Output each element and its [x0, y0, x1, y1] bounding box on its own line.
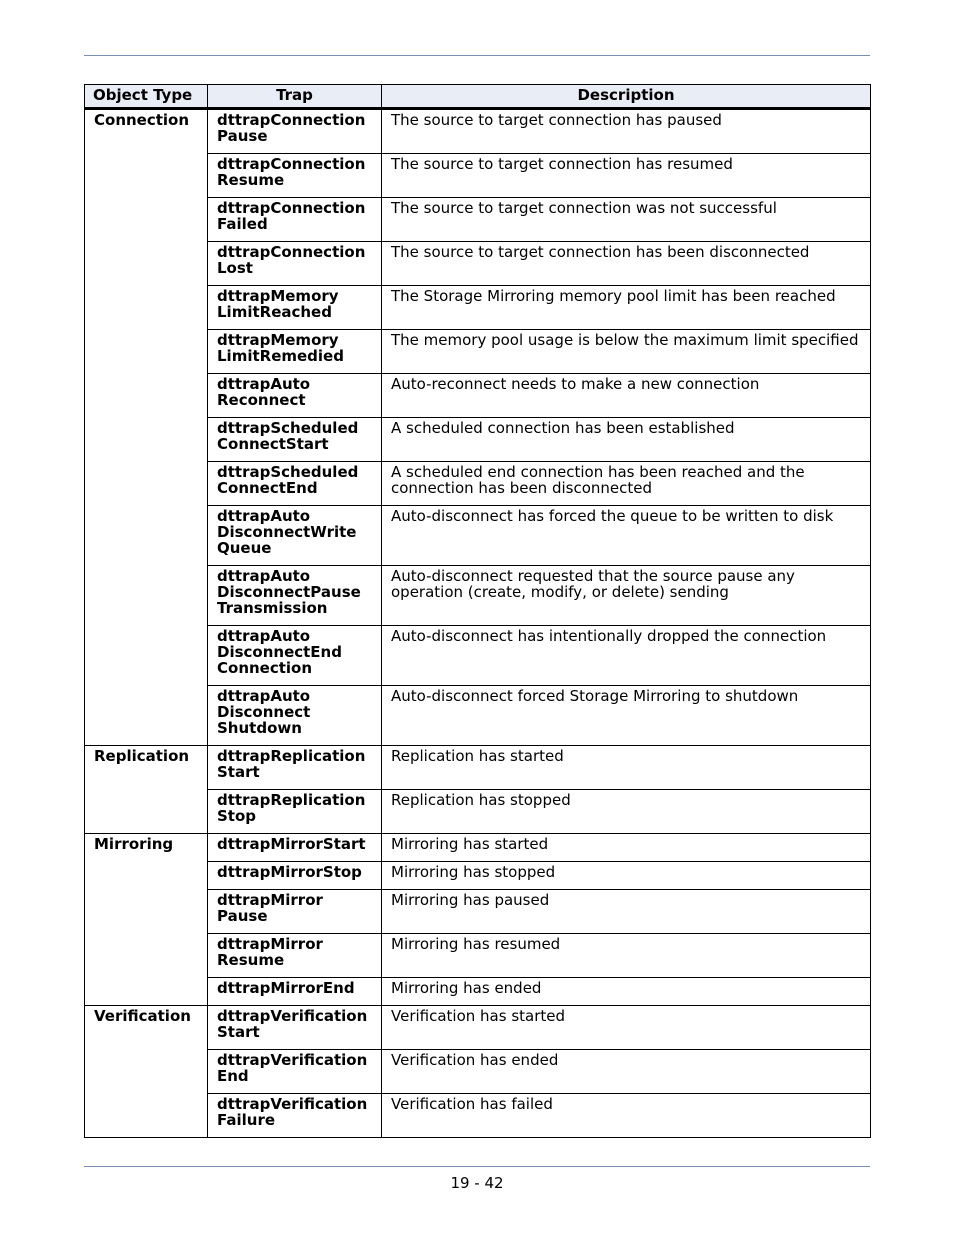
- trap-name-cell: dttrapVerification Failure: [208, 1094, 382, 1138]
- trap-name-cell: dttrapConnection Failed: [208, 198, 382, 242]
- page-number: 19 - 42: [450, 1174, 504, 1192]
- trap-description-cell: The source to target connection was not successful: [382, 198, 871, 242]
- trap-name-cell: dttrapMemory LimitReached: [208, 286, 382, 330]
- trap-description-cell: Mirroring has started: [382, 834, 871, 862]
- trap-name-cell: dttrapAuto DisconnectPause Transmission: [208, 566, 382, 626]
- trap-description-cell: Auto-disconnect forced Storage Mirroring to shutdown: [382, 686, 871, 746]
- trap-name-cell: dttrapVerification End: [208, 1050, 382, 1094]
- trap-description-cell: The memory pool usage is below the maximum limit specified: [382, 330, 871, 374]
- trap-description-cell: A scheduled connection has been established: [382, 418, 871, 462]
- trap-name-cell: dttrapConnection Pause: [208, 109, 382, 154]
- trap-name-cell: dttrapAuto Disconnect Shutdown: [208, 686, 382, 746]
- table-row: [85, 834, 871, 862]
- trap-description-cell: Verification has started: [382, 1006, 871, 1050]
- trap-description-cell: Replication has started: [382, 746, 871, 790]
- trap-description-cell: Mirroring has paused: [382, 890, 871, 934]
- trap-description-cell: Auto-disconnect requested that the source pause any operation (create, modify, or delete) sending: [382, 566, 871, 626]
- footer-rule: [84, 1166, 870, 1167]
- table-row: [85, 746, 871, 790]
- trap-description-cell: Auto-disconnect has intentionally dropped the connection: [382, 626, 871, 686]
- object-type-cell: Connection: [85, 109, 208, 746]
- trap-description-cell: The Storage Mirroring memory pool limit has been reached: [382, 286, 871, 330]
- trap-description-cell: A scheduled end connection has been reached and the connection has been disconnected: [382, 462, 871, 506]
- trap-name-cell: dttrapMirrorStop: [208, 862, 382, 890]
- trap-description-cell: Auto-reconnect needs to make a new connection: [382, 374, 871, 418]
- table-row: [85, 1006, 871, 1050]
- trap-description-cell: Verification has ended: [382, 1050, 871, 1094]
- table-body: [85, 109, 871, 1138]
- trap-name-cell: dttrapVerification Start: [208, 1006, 382, 1050]
- trap-name-cell: dttrapAuto DisconnectWrite Queue: [208, 506, 382, 566]
- trap-description-cell: Replication has stopped: [382, 790, 871, 834]
- header-rule: [84, 55, 870, 56]
- trap-description-cell: The source to target connection has resumed: [382, 154, 871, 198]
- trap-description-cell: Verification has failed: [382, 1094, 871, 1138]
- header-object-type: Object Type: [85, 85, 208, 109]
- trap-description-cell: Mirroring has stopped: [382, 862, 871, 890]
- header-row: [85, 85, 871, 109]
- trap-name-cell: dttrapMirror Pause: [208, 890, 382, 934]
- trap-name-cell: dttrapMemory LimitRemedied: [208, 330, 382, 374]
- trap-name-cell: dttrapConnection Lost: [208, 242, 382, 286]
- header-trap: Trap: [208, 85, 382, 109]
- table-header: [85, 85, 871, 109]
- trap-description-cell: The source to target connection has paused: [382, 109, 871, 154]
- trap-name-cell: dttrapAuto DisconnectEnd Connection: [208, 626, 382, 686]
- object-type-cell: Mirroring: [85, 834, 208, 1006]
- trap-name-cell: dttrapAuto Reconnect: [208, 374, 382, 418]
- trap-name-cell: dttrapScheduled ConnectStart: [208, 418, 382, 462]
- trap-name-cell: dttrapMirrorEnd: [208, 978, 382, 1006]
- table-row: [85, 109, 871, 154]
- trap-name-cell: dttrapMirror Resume: [208, 934, 382, 978]
- trap-name-cell: dttrapReplication Stop: [208, 790, 382, 834]
- snmp-trap-table: [84, 84, 871, 1138]
- trap-name-cell: dttrapMirrorStart: [208, 834, 382, 862]
- trap-name-cell: dttrapScheduled ConnectEnd: [208, 462, 382, 506]
- trap-description-cell: Mirroring has resumed: [382, 934, 871, 978]
- trap-description-cell: Mirroring has ended: [382, 978, 871, 1006]
- header-description: Description: [382, 85, 871, 109]
- trap-description-cell: The source to target connection has been disconnected: [382, 242, 871, 286]
- object-type-cell: Replication: [85, 746, 208, 834]
- trap-name-cell: dttrapConnection Resume: [208, 154, 382, 198]
- trap-description-cell: Auto-disconnect has forced the queue to be written to disk: [382, 506, 871, 566]
- object-type-cell: Verification: [85, 1006, 208, 1138]
- trap-name-cell: dttrapReplication Start: [208, 746, 382, 790]
